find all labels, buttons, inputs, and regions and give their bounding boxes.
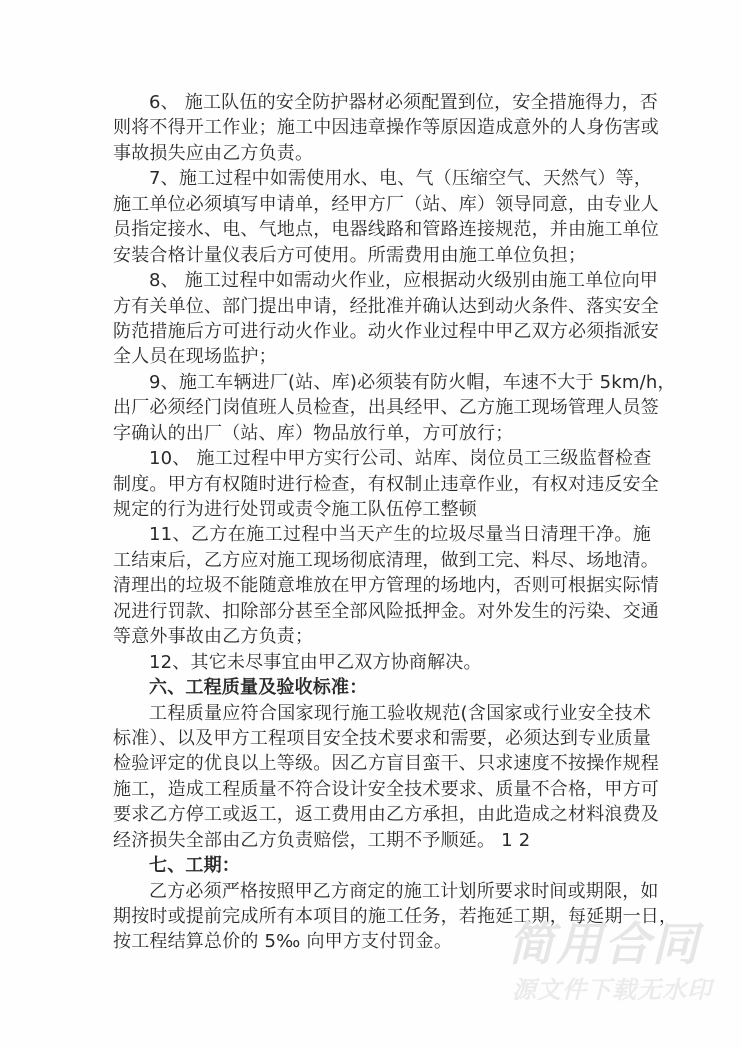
paragraph — [113, 166, 659, 268]
text-line: 事故损失应由乙方负责。 — [113, 142, 314, 164]
paragraph — [113, 268, 659, 370]
text-line: 要求乙方停工或返工，返工费用由乙方承担，由此造成之材料浪费及 — [113, 804, 659, 826]
text-line: 况进行罚款、扣除部分甚至全部风险抵押金。对外发生的污染、交通 — [113, 600, 659, 622]
text-line: 全人员在现场监护； — [113, 346, 277, 368]
text-line: 字确认的出厂（站、库）物品放行单，方可放行； — [113, 422, 514, 444]
text-line: 则将不得开工作业；施工中因违章操作等原因造成意外的人身伤害或 — [113, 117, 659, 139]
text-line: 9、施工车辆进厂(站、库)必须装有防火帽，车速不大于 5km/h， — [149, 371, 676, 393]
text-line: 11、乙方在施工过程中当天产生的垃圾尽量当日清理干净。施 — [149, 524, 651, 546]
watermark-subtitle: 源文件下载无水印 — [512, 976, 712, 1004]
text-line: 七、工期： — [149, 855, 240, 877]
text-line: 出厂必须经门岗值班人员检查，出具经甲、乙方施工现场管理人员签 — [113, 397, 659, 419]
text-line: 经济损失全部由乙方负责赔偿，工期不予顺延。 1 2 — [113, 829, 531, 851]
section-heading — [113, 853, 651, 878]
text-line: 防范措施后方可进行动火作业。动火作业过程中甲乙双方必须指派安 — [113, 320, 659, 342]
text-line: 安装合格计量仪表后方可使用。所需费用由施工单位负担； — [113, 244, 587, 266]
text-line: 期按时或提前完成所有本项目的施工任务，若拖延工期，每延期一日， — [113, 906, 678, 927]
paragraph — [113, 650, 651, 675]
text-line: 8、 施工过程中如需动火作业，应根据动火级别由施工单位向甲 — [149, 270, 658, 292]
paragraph — [113, 522, 659, 649]
text-line: 施工，造成工程质量不符合设计安全技术要求、质量不合格，甲方可 — [113, 778, 659, 800]
text-line: 施工单位必须填写申请单，经甲方厂（站、库）领导同意，由专业人 — [113, 193, 659, 215]
text-line: 工程质量应符合国家现行施工验收规范(含国家或行业安全技术 — [149, 702, 651, 724]
text-line: 制度。甲方有权随时进行检查，有权制止违章作业，有权对违反安全 — [113, 473, 659, 495]
text-line: 按工程结算总价的 5‰ 向甲方支付罚金。 — [113, 931, 453, 953]
section-heading — [113, 675, 651, 700]
text-line: 乙方必须严格按照甲乙方商定的施工计划所要求时间或期限，如 — [149, 880, 659, 902]
text-line: 等意外事故由乙方负责； — [113, 626, 314, 648]
text-line: 方有关单位、部门提出申请，经批准并确认达到动火条件、落实安全 — [113, 295, 659, 317]
text-line: 员指定接水、电、气地点，电器线路和管路连接规范，并由施工单位 — [113, 219, 659, 241]
paragraph — [113, 370, 676, 446]
text-line: 工结束后，乙方应对施工现场彻底清理，做到工完、料尽、场地清。 — [113, 549, 659, 571]
paragraph — [113, 446, 659, 522]
text-line: 检验评定的优良以上等级。因乙方盲目蛮干、只求速度不按操作规程 — [113, 753, 659, 775]
document-body — [113, 90, 678, 955]
text-line: 规定的行为进行处罚或责令施工队伍停工整顿 — [113, 499, 477, 520]
text-line: 7、施工过程中如需使用水、电、气（压缩空气、天然气）等， — [149, 168, 653, 190]
paragraph — [113, 90, 659, 166]
text-line: 6、 施工队伍的安全防护器材必须配置到位，安全措施得力，否 — [149, 92, 658, 113]
text-line: 10、 施工过程中甲方实行公司、站库、岗位员工三级监督检查 — [149, 448, 652, 470]
paragraph — [113, 701, 659, 854]
text-line: 六、工程质量及验收标准： — [149, 677, 368, 699]
text-line: 清理出的垃圾不能随意堆放在甲方管理的场地内，否则可根据实际情 — [113, 575, 659, 597]
text-line: 标准）、以及甲方工程项目安全技术要求和需要，必须达到专业质量 — [113, 727, 651, 749]
text-line: 12、其它未尽事宜由甲乙双方协商解决。 — [149, 651, 482, 673]
watermark-logo: 简用合同 — [508, 917, 700, 971]
